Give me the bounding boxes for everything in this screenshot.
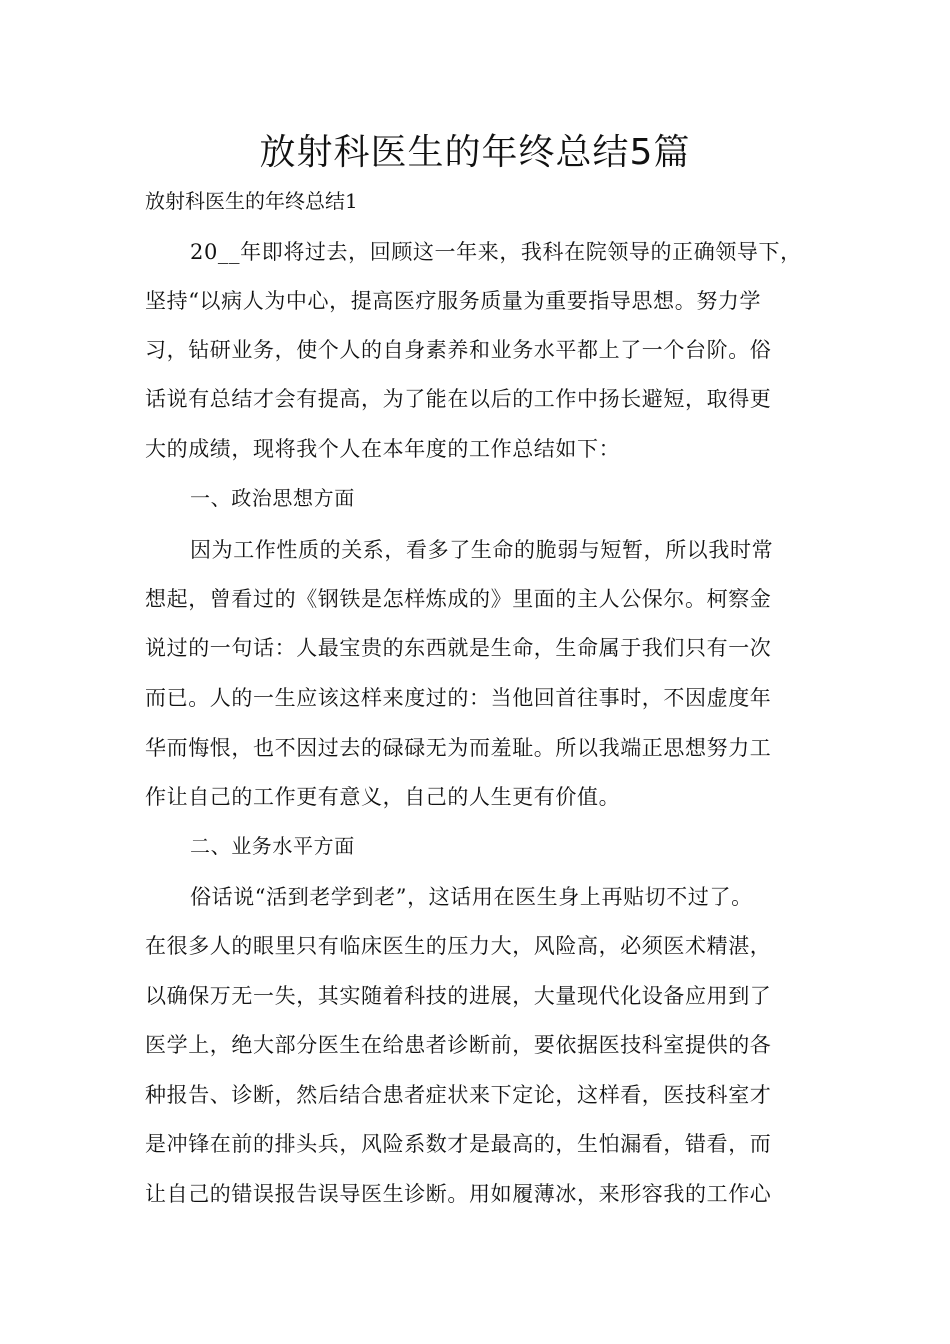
paragraph-line: 种报告、诊断，然后结合患者症状来下定论，这样看，医技科室才	[145, 1083, 772, 1107]
paragraph-line: 华而悔恨，也不因过去的碌碌无为而羞耻。所以我端正思想努力工	[145, 736, 772, 760]
section-subtitle: 放射科医生的年终总结1	[145, 189, 358, 213]
document-title: 放射科医生的年终总结5篇	[259, 132, 691, 173]
paragraph-line: 俗话说“活到老学到老”，这话用在医生身上再贴切不过了。	[190, 885, 753, 909]
paragraph-line: 作让自己的工作更有意义，自己的人生更有价值。	[145, 785, 621, 809]
section-heading: 一、政治思想方面	[190, 486, 355, 510]
paragraph-line: 以确保万无一失，其实随着科技的进展，大量现代化设备应用到了	[145, 984, 772, 1008]
paragraph-line: 习，钻研业务，使个人的自身素养和业务水平都上了一个台阶。俗	[145, 338, 772, 362]
paragraph-line: 因为工作性质的关系，看多了生命的脆弱与短暂，所以我时常	[190, 538, 774, 562]
paragraph-line: 想起，曾看过的《钢铁是怎样炼成的》里面的主人公保尔。柯察金	[145, 587, 772, 611]
paragraph-line: 20__年即将过去，回顾这一年来，我科在院领导的正确领导下，	[190, 240, 802, 264]
paragraph-line: 大的成绩，现将我个人在本年度的工作总结如下：	[145, 437, 621, 461]
paragraph-line: 而已。人的一生应该这样来度过的：当他回首往事时，不因虚度年	[145, 686, 772, 710]
paragraph-line: 是冲锋在前的排头兵，风险系数才是最高的，生怕漏看，错看，而	[145, 1132, 772, 1156]
paragraph-line: 话说有总结才会有提高，为了能在以后的工作中扬长避短，取得更	[145, 387, 772, 411]
paragraph-line: 坚持“以病人为中心，提高医疗服务质量为重要指导思想。努力学	[145, 289, 762, 313]
paragraph-line: 在很多人的眼里只有临床医生的压力大，风险高，必须医术精湛，	[145, 934, 772, 958]
paragraph-line: 医学上，绝大部分医生在给患者诊断前，要依据医技科室提供的各	[145, 1033, 772, 1057]
paragraph-line: 说过的一句话：人最宝贵的东西就是生命，生命属于我们只有一次	[145, 636, 772, 660]
paragraph-line: 让自己的错误报告误导医生诊断。用如履薄冰，来形容我的工作心	[145, 1182, 772, 1206]
section-heading: 二、业务水平方面	[190, 834, 355, 858]
